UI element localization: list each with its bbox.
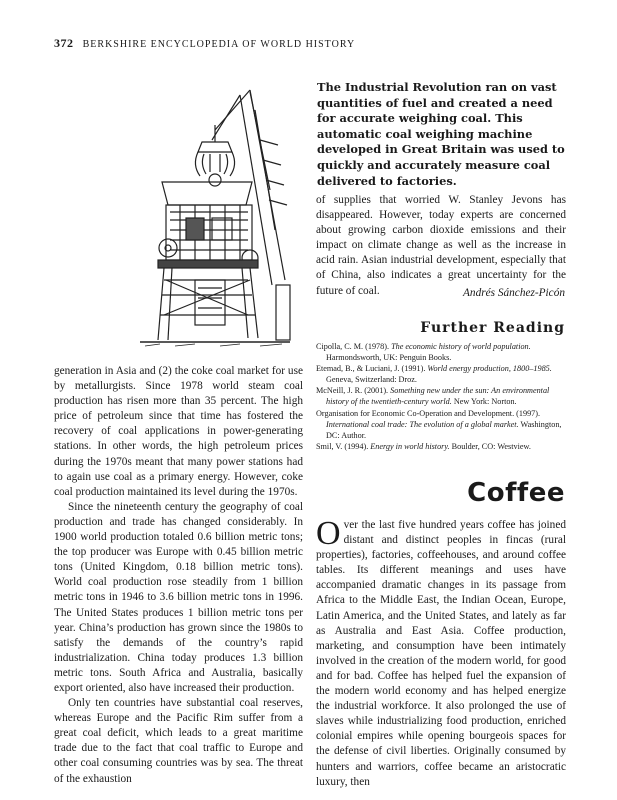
author-signature: Andrés Sánchez-Picón	[463, 287, 565, 299]
paragraph: Only ten countries have substantial coal reserves, whereas Europe and the Pacific Rim suffer from a great coal deficit, which leads to a great maritime trade due to the fact that coal traffic to Europe and other coal consuming countries was by sea. The threat of the exhaustion	[54, 697, 303, 785]
reference-title: International coal trade: The evolution of a global market.	[326, 419, 519, 429]
reference-tail: New York: Norton.	[451, 397, 517, 407]
paragraph: generation in Asia and (2) the coke coal market for use by metallurgists. Since 1978 world steam coal production has risen more than 35 percent. The high price of petroleum since that time has fostered the recovery of coal applications in power-generating stations. In other words, the high petroleum prices during the 1970s meant that many power stations had to again use coal as a primary energy. However, coke coal production maintained its level during the 1970s.	[54, 365, 303, 498]
reference-lead: Cipolla, C. M. (1978).	[316, 342, 392, 351]
coffee-article-title: Coffee	[467, 478, 565, 508]
reference-title: The economic history of world population.	[391, 342, 531, 351]
running-header	[54, 36, 355, 51]
paragraph: of supplies that worried W. Stanley Jevons has disappeared. However, today experts are concerned about growing carbon dioxide emissions and their impact on climate change as well as the increase in acid rain. Asian industrial development, especially that of China, also indicates a great uncertainty for the future of coal.	[316, 194, 566, 297]
coal-weighing-machine-illustration	[100, 80, 300, 348]
running-title: BERKSHIRE ENCYCLOPEDIA OF WORLD HISTORY	[82, 39, 356, 50]
reference-lead: Organisation for Economic Co-Operation and Development. (1997).	[316, 408, 541, 418]
reference-item	[316, 341, 567, 363]
reference-list	[316, 341, 567, 452]
reference-item	[316, 441, 567, 452]
reference-tail: Washington, DC: Author.	[326, 419, 562, 440]
coal-article-continuation	[316, 193, 566, 299]
reference-tail: Geneva, Switzerland: Droz.	[326, 375, 417, 385]
paragraph: ver the last five hundred years coffee has joined distant and distinct peoples in fincas (rural properties), factories, coffeehouses, and around coffee tables. Its different meanings and uses have accompanied dramatic changes in its passage from Africa to the Middle East, the Indian Ocean, Europe, Latin America, and the United States, and lately as far as Australia and East Asia. Coffee production, marketing, and consumption have been intimately involved in the creation of the modern world, for good and for bad. Coffee has helped fuel the expansion of the modern world economy and has helped energize the industrial workforce. It also prolonged the use of slaves while industrializing food production, enriched colonial empires while opening bourgeois spaces for the defense of civil liberties. Originally consumed by hunters and warriors, coffee became an aristocratic luxury, then	[316, 519, 566, 788]
coal-article-left-column	[54, 364, 303, 787]
reference-lead: Etemad, B., & Luciani, J. (1991).	[316, 364, 428, 374]
reference-title: Energy in world history.	[370, 441, 450, 451]
reference-title: Something new under the sun: An environmental history of the twentieth-century world.	[326, 386, 550, 407]
paragraph: Since the nineteenth century the geography of coal production and trade has changed considerably. In 1900 world production totaled 0.6 billion metric tons; the top producer was Europe with 0.45 billion metric tons (United Kingdom, 0.18 billion metric tons). World coal production rose steadily from 1 billion metric tons in 1946 to 3.6 billion metric tons in 1996. The United States produces 1 billion metric tons per year. China’s production has grown since the 1980s to satisfy the demands of the country’s rapid industrialization. China today produces 1.3 billion metric tons. South Africa and Australia, basically export oriented, also have increased their production.	[54, 500, 303, 694]
reference-lead: Smil, V. (1994).	[316, 441, 371, 451]
reference-tail: Harmondsworth, UK: Penguin Books.	[326, 353, 452, 363]
further-reading-heading: Further Reading	[420, 320, 565, 336]
drop-cap: O	[316, 515, 341, 552]
reference-item	[316, 363, 567, 385]
reference-tail: Boulder, CO: Westview.	[449, 441, 531, 451]
reference-title: World energy production, 1800–1985.	[427, 364, 552, 374]
reference-item	[316, 408, 567, 441]
reference-lead: McNeill, J. R. (2001).	[316, 386, 391, 396]
figure-caption: The Industrial Revolution ran on vast quantities of fuel and created a need for accurate weighing coal. This automatic coal weighing machine developed in Great Britain was used to quickly and accurately measure coal delivered to factories.	[317, 80, 565, 188]
coffee-article-body	[316, 515, 566, 790]
reference-item	[316, 385, 567, 407]
page-number: 372	[54, 36, 74, 50]
